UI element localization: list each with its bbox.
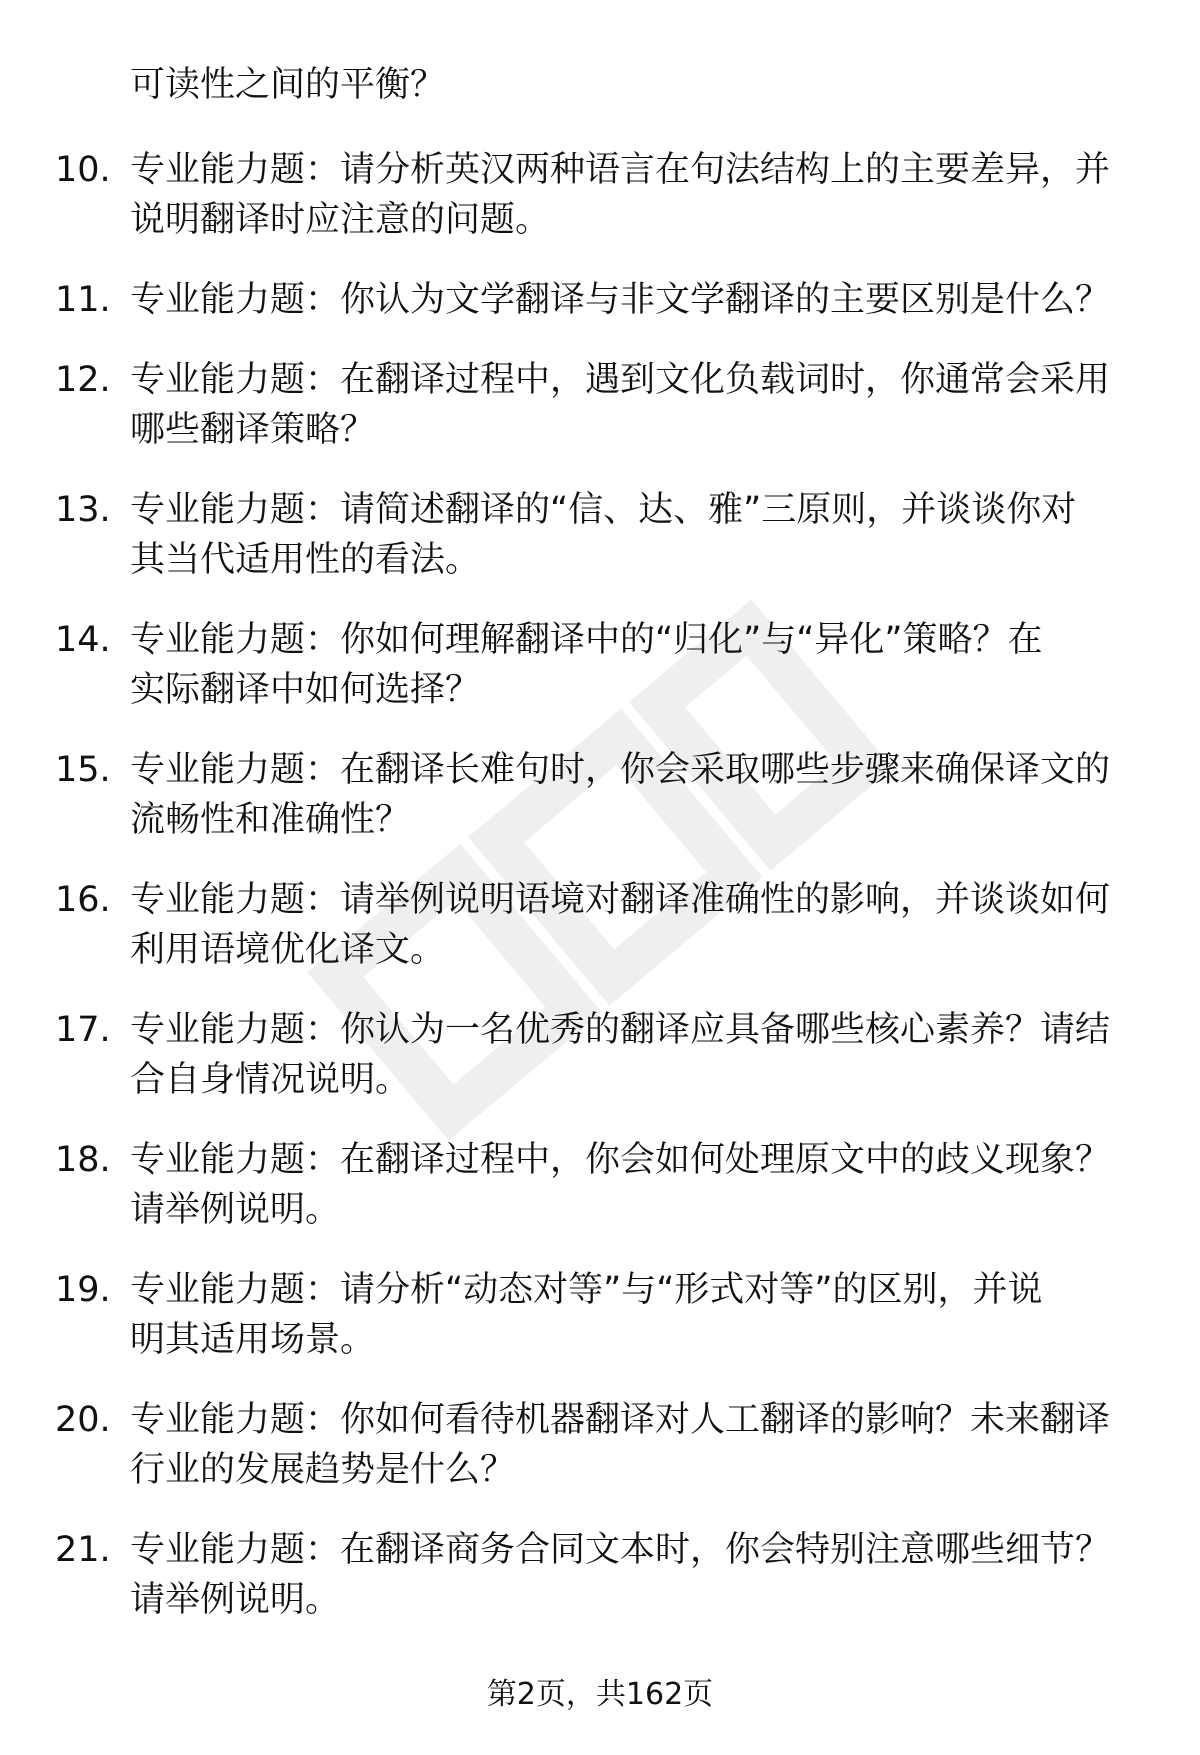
question-line: 专业能力题：请分析“动态对等”与“形式对等”的区别，并说 — [130, 1270, 1043, 1310]
question-item — [0, 355, 1200, 455]
question-line: 其当代适用性的看法。 — [130, 540, 481, 580]
question-line: 行业的发展趋势是什么？ — [130, 1450, 516, 1490]
question-line: 专业能力题：在翻译商务合同文本时，你会特别注意哪些细节？ — [130, 1530, 1111, 1570]
question-number: 16. — [55, 880, 111, 920]
question-number: 20. — [55, 1400, 111, 1440]
question-number: 11. — [55, 280, 111, 320]
question-number: 18. — [55, 1140, 111, 1180]
page-footer: 第2页，共162页 — [486, 1677, 714, 1712]
continued-question-text: 可读性之间的平衡？ — [130, 65, 446, 105]
question-line: 专业能力题：请举例说明语境对翻译准确性的影响，并谈谈如何 — [130, 880, 1111, 920]
question-number: 14. — [55, 620, 111, 660]
question-number: 17. — [55, 1010, 111, 1050]
question-item — [0, 745, 1200, 845]
question-text — [130, 1265, 1145, 1365]
question-text — [130, 485, 1145, 585]
question-item — [0, 1525, 1200, 1625]
question-line: 说明翻译时应注意的问题。 — [130, 200, 551, 240]
question-line: 流畅性和准确性？ — [130, 800, 411, 840]
question-text — [130, 1525, 1145, 1625]
question-line: 专业能力题：请分析英汉两种语言在句法结构上的主要差异，并 — [130, 150, 1111, 190]
question-line: 利用语境优化译文。 — [130, 930, 446, 970]
question-number: 21. — [55, 1530, 111, 1570]
question-line: 哪些翻译策略？ — [130, 410, 376, 450]
question-line: 专业能力题：请简述翻译的“信、达、雅”三原则，并谈谈你对 — [130, 490, 1077, 530]
question-text — [130, 745, 1145, 845]
question-text — [130, 1395, 1145, 1495]
question-text — [130, 275, 1145, 325]
question-text — [130, 875, 1145, 975]
question-number: 13. — [55, 490, 111, 530]
question-item — [0, 1005, 1200, 1105]
question-line: 专业能力题：在翻译长难句时，你会采取哪些步骤来确保译文的 — [130, 750, 1111, 790]
question-list — [0, 145, 1200, 1655]
question-number: 10. — [55, 150, 111, 190]
question-number: 19. — [55, 1270, 111, 1310]
question-number: 12. — [55, 360, 111, 400]
question-line: 明其适用场景。 — [130, 1320, 376, 1360]
question-line: 合自身情况说明。 — [130, 1060, 411, 1100]
question-item — [0, 145, 1200, 245]
question-line: 实际翻译中如何选择？ — [130, 670, 481, 710]
question-text — [130, 1005, 1145, 1105]
question-text — [130, 355, 1145, 455]
question-item — [0, 875, 1200, 975]
question-line: 专业能力题：你认为一名优秀的翻译应具备哪些核心素养？请结 — [130, 1010, 1111, 1050]
question-item — [0, 485, 1200, 585]
question-item — [0, 1265, 1200, 1365]
question-line: 专业能力题：在翻译过程中，你会如何处理原文中的歧义现象？ — [130, 1140, 1111, 1180]
question-item — [0, 1395, 1200, 1495]
question-line: 专业能力题：你如何理解翻译中的“归化”与“异化”策略？在 — [130, 620, 1043, 660]
question-item — [0, 1135, 1200, 1235]
question-text — [130, 615, 1145, 715]
question-line: 请举例说明。 — [130, 1580, 341, 1620]
question-text — [130, 145, 1145, 245]
question-line: 专业能力题：你如何看待机器翻译对人工翻译的影响？未来翻译 — [130, 1400, 1111, 1440]
question-line: 专业能力题：在翻译过程中，遇到文化负载词时，你通常会采用 — [130, 360, 1111, 400]
question-line: 专业能力题：你认为文学翻译与非文学翻译的主要区别是什么？ — [130, 280, 1111, 320]
question-line: 请举例说明。 — [130, 1190, 341, 1230]
question-item — [0, 615, 1200, 715]
question-number: 15. — [55, 750, 111, 790]
question-item — [0, 275, 1200, 325]
question-text — [130, 1135, 1145, 1235]
